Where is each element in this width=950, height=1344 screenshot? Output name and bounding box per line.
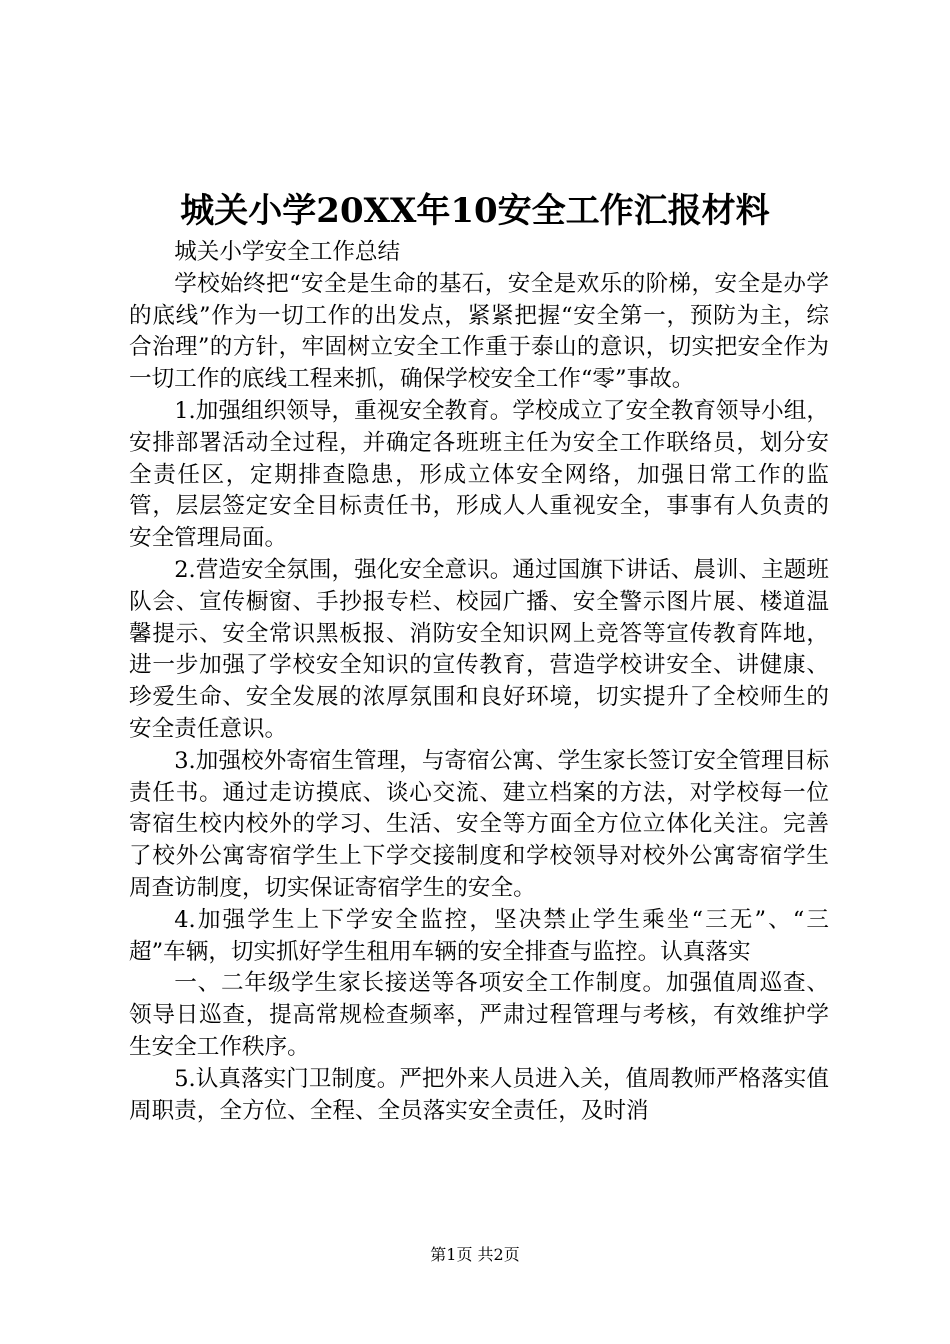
paragraph-item-2: 2.营造安全氛围，强化安全意识。通过国旗下讲话、晨训、主题班队会、宣传橱窗、手抄报专栏、校园广播、安全警示图片展、楼道温馨提示、安全常识黑板报、消防安全知识网上竞答等宣传教育阵地，进一步加强了学校安全知识的宣传教育，营造学校讲安全、讲健康、珍爱生命、安全发展的浓厚氛围和良好环境，切实提升了全校师生的安全责任意识。 [129, 556, 829, 742]
document-body [129, 237, 829, 1127]
paragraph-item-4-continued: 一、二年级学生家长接送等各项安全工作制度。加强值周巡查、领导日巡查，提高常规检查频率，严肃过程管理与考核，有效维护学生安全工作秩序。 [129, 970, 829, 1060]
paragraph-item-5: 5.认真落实门卫制度。严把外来人员进入关，值周教师严格落实值周职责，全方位、全程、全员落实安全责任，及时消 [129, 1065, 829, 1124]
paragraph-item-3: 3.加强校外寄宿生管理，与寄宿公寓、学生家长签订安全管理目标责任书。通过走访摸底、谈心交流、建立档案的方法，对学校每一位寄宿生校内校外的学习、生活、安全等方面全方位立体化关注。完善了校外公寓寄宿学生上下学交接制度和学校领导对校外公寓寄宿学生周查访制度，切实保证寄宿学生的安全。 [129, 747, 829, 901]
paragraph-item-1: 1.加强组织领导，重视安全教育。学校成立了安全教育领导小组，安排部署活动全过程，并确定各班班主任为安全工作联络员，划分安全责任区，定期排查隐患，形成立体安全网络，加强日常工作的监管，层层签定安全目标责任书，形成人人重视安全，事事有人负责的安全管理局面。 [129, 397, 829, 552]
paragraph-intro: 学校始终把“安全是生命的基石，安全是欢乐的阶梯，安全是办学的底线”作为一切工作的出发点，紧紧把握“安全第一，预防为主，综合治理”的方针，牢固树立安全工作重于泰山的意识，切实把安全作为一切工作的底线工程来抓，确保学校安全工作“零”事故。 [129, 270, 829, 393]
paragraph-item-4: 4.加强学生上下学安全监控，坚决禁止学生乘坐“三无”、“三超”车辆，切实抓好学生租用车辆的安全排查与监控。认真落实 [129, 906, 829, 965]
page-footer: 第1页 共2页 [430, 1245, 520, 1264]
paragraph-heading: 城关小学安全工作总结 [174, 239, 401, 265]
document-title: 城关小学20XX年10安全工作汇报材料 [180, 191, 770, 231]
